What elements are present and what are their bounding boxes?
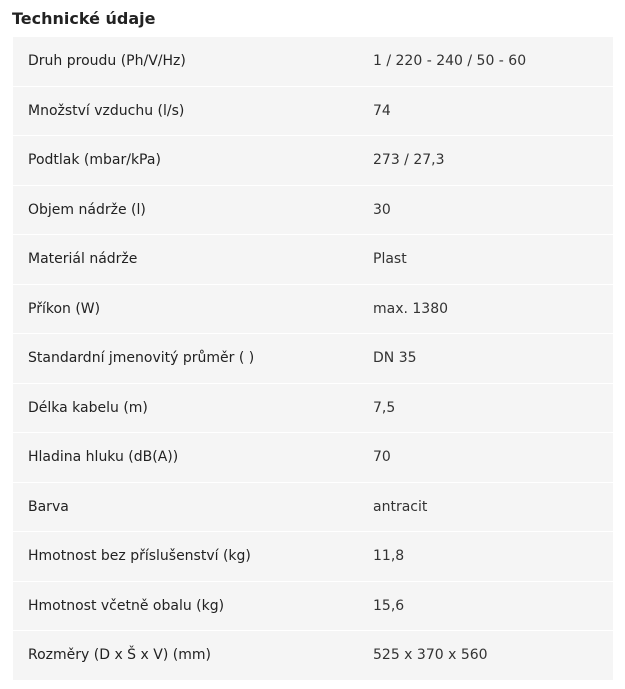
spec-label: Množství vzduchu (l/s)	[13, 87, 373, 137]
spec-row-air-volume	[13, 87, 613, 137]
spec-label: Délka kabelu (m)	[13, 384, 373, 434]
spec-row-noise-level	[13, 433, 613, 483]
spec-row-current-type	[13, 37, 613, 87]
spec-value: 74	[373, 87, 613, 137]
spec-row-vacuum	[13, 136, 613, 186]
spec-label: Hmotnost včetně obalu (kg)	[13, 582, 373, 632]
spec-row-power-input	[13, 285, 613, 335]
spec-label: Příkon (W)	[13, 285, 373, 335]
spec-value: max. 1380	[373, 285, 613, 335]
spec-value: 15,6	[373, 582, 613, 632]
spec-label: Hmotnost bez příslušenství (kg)	[13, 532, 373, 582]
spec-label: Druh proudu (Ph/V/Hz)	[13, 37, 373, 87]
spec-label: Materiál nádrže	[13, 235, 373, 285]
spec-value: 525 x 370 x 560	[373, 631, 613, 681]
spec-label: Rozměry (D x Š x V) (mm)	[13, 631, 373, 681]
spec-row-dimensions	[13, 631, 613, 681]
spec-value: 30	[373, 186, 613, 236]
spec-value: Plast	[373, 235, 613, 285]
spec-value: DN 35	[373, 334, 613, 384]
spec-value: antracit	[373, 483, 613, 533]
spec-label: Objem nádrže (l)	[13, 186, 373, 236]
spec-value: 273 / 27,3	[373, 136, 613, 186]
spec-value: 70	[373, 433, 613, 483]
spec-label: Barva	[13, 483, 373, 533]
spec-row-cable-length	[13, 384, 613, 434]
spec-row-color	[13, 483, 613, 533]
spec-row-nominal-diameter	[13, 334, 613, 384]
spec-table	[13, 37, 613, 681]
spec-row-weight-with-packaging	[13, 582, 613, 632]
spec-label: Standardní jmenovitý průměr ( )	[13, 334, 373, 384]
spec-label: Hladina hluku (dB(A))	[13, 433, 373, 483]
spec-value: 7,5	[373, 384, 613, 434]
spec-row-tank-material	[13, 235, 613, 285]
spec-label: Podtlak (mbar/kPa)	[13, 136, 373, 186]
spec-value: 1 / 220 - 240 / 50 - 60	[373, 37, 613, 87]
spec-row-tank-volume	[13, 186, 613, 236]
section-title: Technické údaje	[12, 9, 156, 28]
spec-value: 11,8	[373, 532, 613, 582]
spec-row-weight-without-accessories	[13, 532, 613, 582]
